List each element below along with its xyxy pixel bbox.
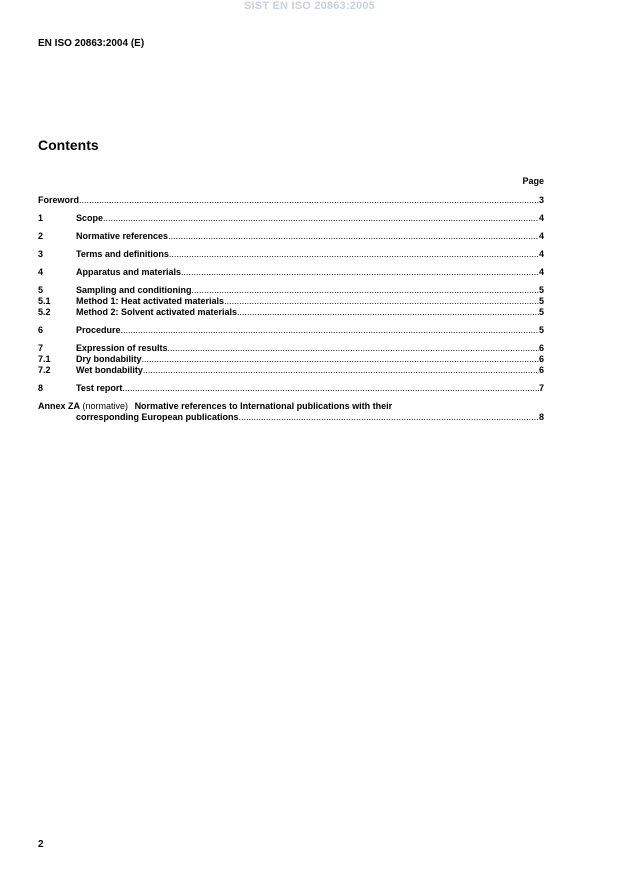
- toc-entry-scope[interactable]: [38, 213, 544, 224]
- document-id: EN ISO 20863:2004 (E): [38, 38, 145, 49]
- toc-entry-title: Apparatus and materials: [76, 267, 182, 277]
- toc-entry-number: 5.1: [38, 296, 51, 306]
- toc-entry-foreword[interactable]: [38, 195, 544, 206]
- toc-entry-number: 4: [38, 267, 44, 277]
- toc-entry-number: 2: [38, 231, 44, 241]
- toc-entry-page: 4: [538, 249, 544, 259]
- toc-entry-page: 5: [538, 307, 544, 317]
- toc-entry-test-report[interactable]: [38, 383, 544, 394]
- toc-entry-title: Procedure: [76, 325, 121, 335]
- toc-entry-title: Scope: [76, 213, 104, 223]
- dot-leader: [121, 325, 539, 336]
- toc-entry-page: 7: [538, 383, 544, 393]
- toc-entry-page: 3: [538, 195, 544, 205]
- toc-entry-number: 7.2: [38, 365, 51, 375]
- annex-title-line-2: corresponding European publications: [76, 412, 239, 422]
- toc-entry-page: 6: [538, 354, 544, 364]
- dot-leader: [142, 354, 539, 365]
- toc-entry-method-2[interactable]: [38, 307, 544, 318]
- toc-entry-apparatus-and-materials[interactable]: [38, 267, 544, 278]
- watermark: SIST EN ISO 20863:2005: [244, 0, 375, 12]
- dot-leader: [192, 285, 539, 296]
- toc-entry-page: 5: [538, 285, 544, 295]
- dot-leader: [169, 249, 539, 260]
- toc-entry-page: 4: [538, 231, 544, 241]
- toc-entry-number: 3: [38, 249, 44, 259]
- toc-entry-title: Normative references: [76, 231, 169, 241]
- dot-leader: [122, 383, 539, 394]
- dot-leader: [181, 267, 539, 278]
- toc-entry-number: 6: [38, 325, 44, 335]
- toc-entry-normative-references[interactable]: [38, 231, 544, 242]
- toc-entry-page: 5: [538, 325, 544, 335]
- toc-entry-number: 1: [38, 213, 44, 223]
- contents-heading: Contents: [38, 137, 99, 153]
- toc-entry-title: Terms and definitions: [76, 249, 169, 259]
- annex-title-line-1: Normative references to International publications with their: [134, 401, 393, 411]
- toc-entry-page: 6: [538, 343, 544, 353]
- toc-entry-number: 8: [38, 383, 44, 393]
- toc-entry-page: 4: [538, 213, 544, 223]
- toc-entry-sampling-and-conditioning[interactable]: [38, 285, 544, 296]
- toc-entry-page: 4: [538, 267, 544, 277]
- toc-entry-title: Method 1: Heat activated materials: [76, 296, 225, 306]
- dot-leader: [237, 307, 539, 318]
- toc-entry-title: Test report: [76, 383, 123, 393]
- toc-entry-number: 7: [38, 343, 44, 353]
- annex-label: Annex ZA: [38, 401, 81, 411]
- dot-leader: [79, 195, 539, 206]
- dot-leader: [239, 412, 539, 423]
- dot-leader: [143, 365, 539, 376]
- page-column-label: Page: [522, 176, 544, 186]
- toc-entry-number: 7.1: [38, 354, 51, 364]
- toc-entry-page: 6: [538, 365, 544, 375]
- annex-heading-line: [38, 401, 544, 412]
- annex-title-continuation: [38, 412, 544, 423]
- toc-entry-terms-and-definitions[interactable]: [38, 249, 544, 260]
- toc-entry-title: Expression of results: [76, 343, 168, 353]
- toc-entry-wet-bondability[interactable]: [38, 365, 544, 376]
- toc-entry-title: Dry bondability: [76, 354, 142, 364]
- toc-entry-number: 5: [38, 285, 44, 295]
- toc-entry-method-1[interactable]: [38, 296, 544, 307]
- table-of-contents: [38, 195, 544, 423]
- toc-entry-number: 5.2: [38, 307, 51, 317]
- toc-entry-title: Sampling and conditioning: [76, 285, 192, 295]
- dot-leader: [224, 296, 539, 307]
- toc-entry-annex-za[interactable]: [38, 401, 544, 423]
- toc-entry-title: Wet bondability: [76, 365, 143, 375]
- toc-entry-dry-bondability[interactable]: [38, 354, 544, 365]
- toc-entry-procedure[interactable]: [38, 325, 544, 336]
- toc-entry-title: Method 2: Solvent activated materials: [76, 307, 238, 317]
- dot-leader: [168, 343, 539, 354]
- dot-leader: [103, 213, 539, 224]
- toc-entry-page: 5: [538, 296, 544, 306]
- page-number: 2: [38, 839, 44, 850]
- toc-entry-page: 8: [538, 412, 544, 422]
- toc-entry-title: Foreword: [38, 195, 80, 205]
- toc-entry-expression-of-results[interactable]: [38, 343, 544, 354]
- annex-qualifier: (normative): [82, 401, 129, 411]
- dot-leader: [168, 231, 539, 242]
